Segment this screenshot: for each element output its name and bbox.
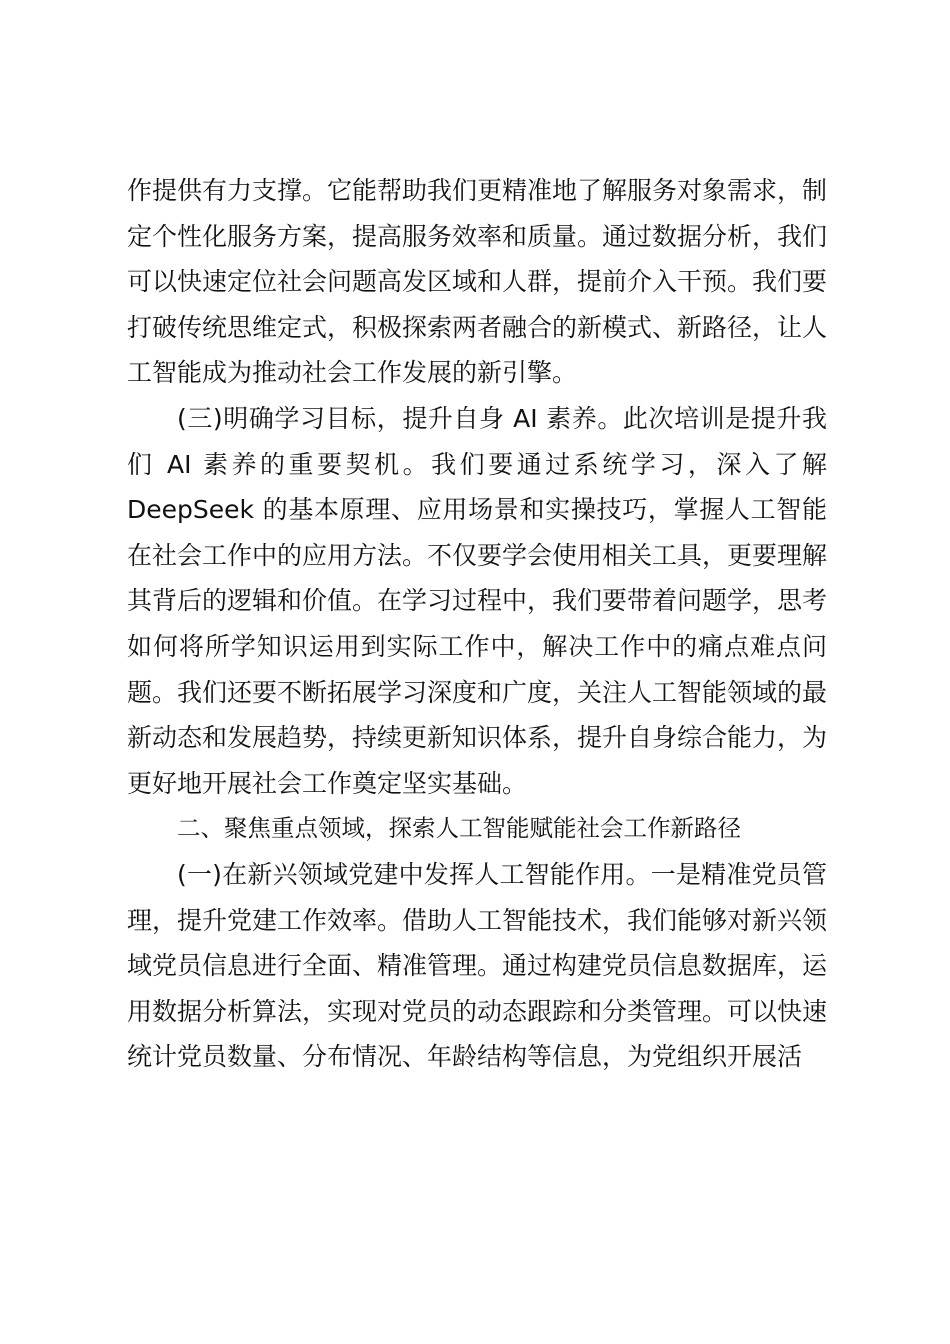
document-body bbox=[127, 168, 827, 1080]
paragraph-section-3: (三)明确学习目标，提升自身 AI 素养。此次培训是提升我们 AI 素养的重要契机。我们要通过系统学习，深入了解 DeepSeek 的基本原理、应用场景和实操技巧，掌握人工智能在社会工作中的应用方法。不仅要学会使用相关工具，更要理解其背后的逻辑和价值。在学习过程中，我们要带着问题学，思考如何将所学知识运用到实际工作中，解决工作中的痛点难点问题。我们还要不断拓展学习深度和广度，关注人工智能领域的最新动态和发展趋势，持续更新知识体系，提升自身综合能力，为更好地开展社会工作奠定坚实基础。 bbox=[127, 403, 828, 798]
paragraph-subsection-1: (一)在新兴领域党建中发挥人工智能作用。一是精准党员管理，提升党建工作效率。借助人工智能技术，我们能够对新兴领域党员信息进行全面、精准管理。通过构建党员信息数据库，运用数据分析算法，实现对党员的动态跟踪和分类管理。可以快速统计党员数量、分布情况、年龄结构等信息，为党组织开展活 bbox=[127, 859, 828, 1072]
paragraph-continuation: 作提供有力支撑。它能帮助我们更精准地了解服务对象需求，制定个性化服务方案，提高服务效率和质量。通过数据分析，我们可以快速定位社会问题高发区域和人群，提前介入干预。我们要打破传统思维定式，积极探索两者融合的新模式、新路径，让人工智能成为推动社会工作发展的新引擎。 bbox=[127, 176, 828, 388]
section-heading-2: 二、聚焦重点领域，探索人工智能赋能社会工作新路径 bbox=[177, 814, 741, 843]
